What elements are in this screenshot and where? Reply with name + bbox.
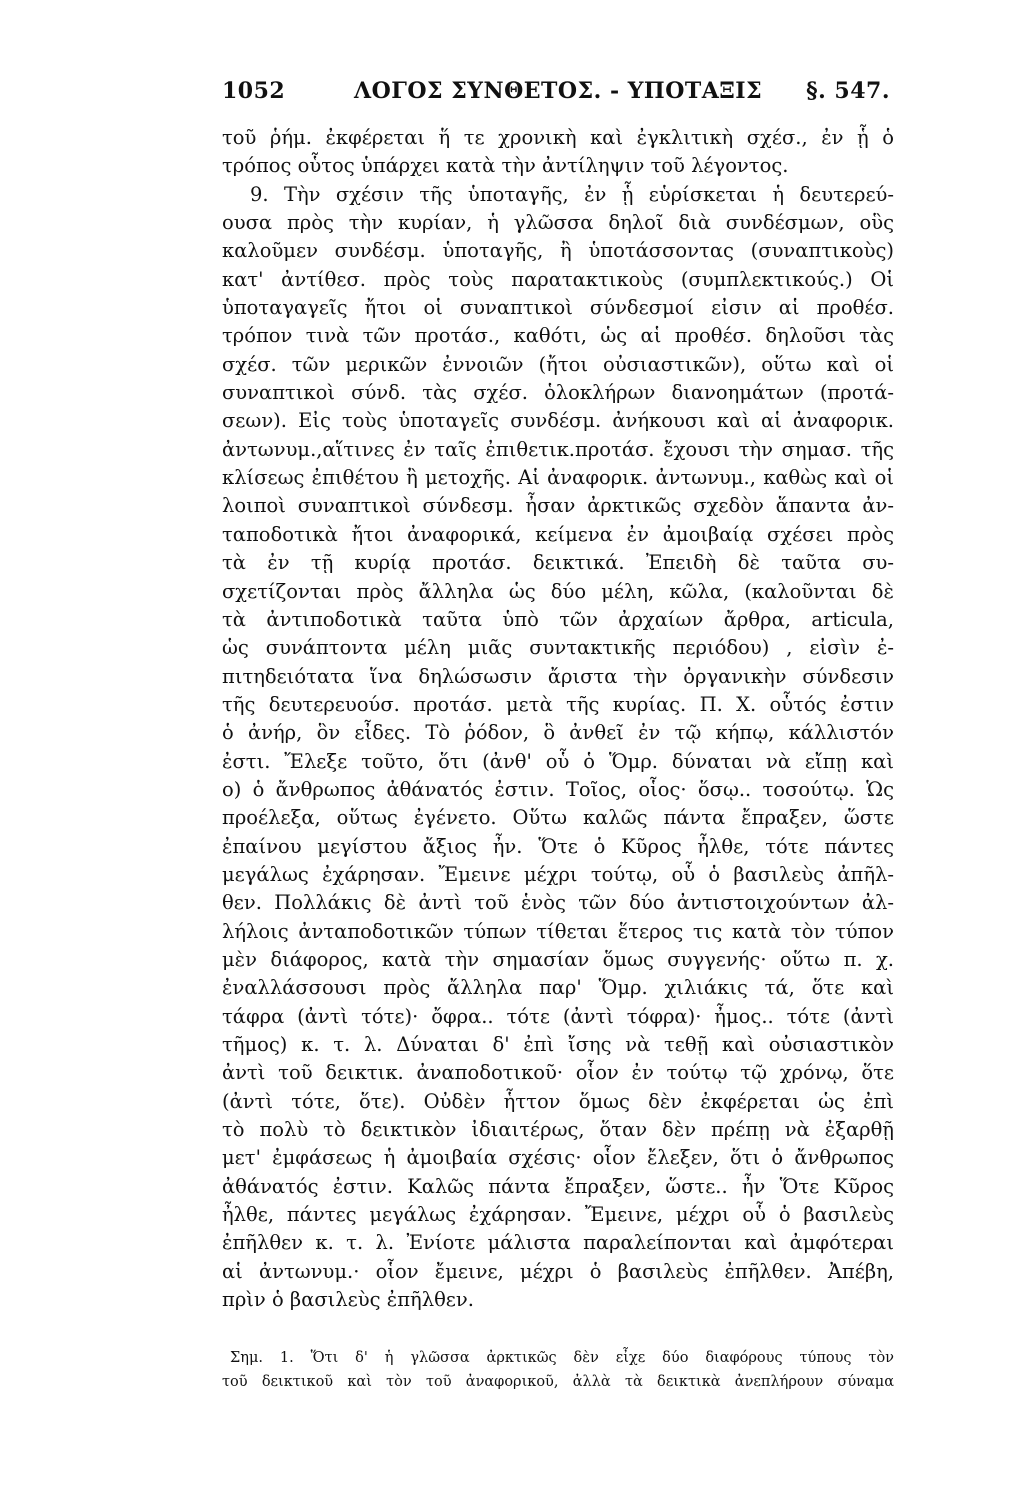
text-line: ἦλθε, πάντες μεγάλως ἐχάρησαν. Ἔμεινε, μέχρι οὗ ὁ βασιλεὺς [222,1203,894,1227]
text-line: τρόπον τινὰ τῶν προτάσ., καθότι, ὡς αἱ προθέσ. δηλοῦσι τὰς [222,324,894,348]
text-line: ουσα πρὸς τὴν κυρίαν, ἡ γλῶσσα δηλοῖ διὰ συνδέσμων, οὓς [222,211,894,235]
page-number: 1052 [222,78,286,104]
text-line: συναπτικοὶ σύνδ. τὰς σχέσ. ὁλοκλήρων διανοημάτων (προτά- [222,381,894,405]
text-line: λοιποὶ συναπτικοὶ σύνδεσμ. ἦσαν ἀρκτικῶς σχεδὸν ἅπαντα ἀν- [222,494,894,518]
text-line: πιτηδειότατα ἵνα δηλώσωσιν ἄριστα τὴν ὀργανικὴν σύνδεσιν [222,664,894,688]
text-line: τὰ ἀντιποδοτικὰ ταῦτα ὑπὸ τῶν ἀρχαίων ἄρθρα, articula, [222,607,894,631]
text-line: ἀντὶ τοῦ δεικτικ. ἀναποδοτικοῦ· οἷον ἐν τούτῳ τῷ χρόνῳ, ὅτε [222,1061,894,1085]
text-line: μεγάλως ἐχάρησαν. Ἔμεινε μέχρι τούτῳ, οὗ ὁ βασιλεὺς ἀπῆλ- [222,862,894,886]
page-header [222,78,894,112]
text-line: τοῦ ῥήμ. ἐκφέρεται ἥ τε χρονικὴ καὶ ἐγκλιτικὴ σχέσ., ἐν ᾗ ὁ [222,126,894,149]
text-line: θεν. Πολλάκις δὲ ἀντὶ τοῦ ἑνὸς τῶν δύο ἀντιστοιχούντων ἀλ- [222,891,894,915]
text-line: λήλοις ἀνταποδοτικῶν τύπων τίθεται ἕτερος τις κατὰ τὸν τύπον [222,919,894,943]
text-line: ὑποταγαγεῖς ἤτοι οἱ συναπτικοὶ σύνδεσμοί εἰσιν αἱ προθέσ. [222,296,894,320]
text-line: ο) ὁ ἄνθρωπος ἀθάνατός ἐστιν. Τοῖος, οἷος· ὅσῳ.. τοσούτῳ. Ὡς [222,777,894,801]
text-line: προέλεξα, οὕτως ἐγένετο. Οὕτω καλῶς πάντα ἔπραξεν, ὥστε [222,806,894,830]
text-line: ἐναλλάσσουσι πρὸς ἄλληλα παρ' Ὅμρ. χιλιάκις τά, ὅτε καὶ [222,976,894,1000]
text-line: μετ' ἐμφάσεως ἡ ἀμοιβαία σχέσις· οἷον ἔλεξεν, ὅτι ὁ ἄνθρωπος [222,1146,894,1170]
body-text [222,124,894,1314]
text-line: τάφρα (ἀντὶ τότε)· ὄφρα.. τότε (ἀντὶ τόφρα)· ἦμος.. τότε (ἀντὶ [222,1004,894,1028]
section-number: §. 547. [806,78,890,104]
text-line: ὡς συνάπτοντα μέλη μιᾶς συντακτικῆς περιόδου) , εἰσὶν ἐ- [222,636,894,660]
text-line: σχέσ. τῶν μερικῶν ἐννοιῶν (ἤτοι οὐσιαστικῶν), οὕτω καὶ οἱ [222,352,894,376]
text-line: ταποδοτικὰ ἤτοι ἀναφορικά, κείμενα ἐν ἀμοιβαίᾳ σχέσει πρὸς [222,522,894,546]
text-line: σεων). Εἰς τοὺς ὑποταγεῖς συνδέσμ. ἀνήκουσι καὶ αἱ ἀναφορικ. [222,409,894,433]
text-line: (ἀντὶ τότε, ὅτε). Οὐδὲν ἧττον ὅμως δὲν ἐκφέρεται ὡς ἐπὶ [222,1089,894,1113]
text-line: κατ' ἀντίθεσ. πρὸς τοὺς παρατακτικοὺς (συμπλεκτικούς.) Οἱ [222,267,894,291]
text-line: ἐστι. Ἔλεξε τοῦτο, ὅτι (ἀνθ' οὗ ὁ Ὅμρ. δύναται νὰ εἴπῃ καὶ [222,749,894,773]
text-line: τρόπος οὗτος ὑπάρχει κατὰ τὴν ἀντίληψιν τοῦ λέγοντος. [222,154,789,178]
text-line: ἐπαίνου μεγίστου ἄξιος ἦν. Ὅτε ὁ Κῦρος ἦλθε, τότε πάντες [222,834,894,858]
text-line: τὰ ἐν τῇ κυρίᾳ προτάσ. δεικτικά. Ἐπειδὴ δὲ ταῦτα συ- [222,551,894,575]
text-line: ἐπῆλθεν κ. τ. λ. Ἐνίοτε μάλιστα παραλείπονται καὶ ἀμφότεραι [222,1231,894,1255]
text-line: ἀθάνατός ἐστιν. Καλῶς πάντα ἔπραξεν, ὥστε.. ἦν Ὅτε Κῦρος [222,1174,894,1198]
text-line: μὲν διάφορος, κατὰ τὴν σημασίαν ὅμως συγγενής· οὕτω π. χ. [222,947,894,971]
footnote [222,1346,894,1394]
footnote-line: τοῦ δεικτικοῦ καὶ τὸν τοῦ ἀναφορικοῦ, ἀλλὰ τὰ δεικτικὰ ἀνεπλήρουν σύναμα [222,1374,894,1390]
text-line: σχετίζονται πρὸς ἄλληλα ὡς δύο μέλη, κῶλα, (καλοῦνται δὲ [222,579,894,603]
text-line: κλίσεως ἐπιθέτου ἢ μετοχῆς. Αἱ ἀναφορικ. ἀντωνυμ., καθὼς καὶ οἱ [222,466,894,490]
text-line: τῆμος) κ. τ. λ. Δύναται δ' ἐπὶ ἴσης νὰ τεθῇ καὶ οὐσιαστικὸν [222,1033,894,1056]
text-line: τὸ πολὺ τὸ δεικτικὸν ἰδιαιτέρως, ὅταν δὲν πρέπῃ νὰ ἐξαρθῇ [222,1118,894,1142]
text-line: ἀντωνυμ.,αἵτινες ἐν ταῖς ἐπιθετικ.προτάσ. ἔχουσι τὴν σημασ. τῆς [222,437,894,461]
text-line: ὁ ἀνήρ, ὃν εἶδες. Τὸ ῥόδον, ὃ ἀνθεῖ ἐν τῷ κήπῳ, κάλλιστόν [222,721,894,745]
text-line: αἱ ἀντωνυμ.· οἷον ἔμεινε, μέχρι ὁ βασιλεὺς ἐπῆλθεν. Ἀπέβη, [222,1259,894,1283]
text-line: 9. Τὴν σχέσιν τῆς ὑποταγῆς, ἐν ᾗ εὑρίσκεται ἡ δευτερεύ- [250,182,894,206]
text-line: τῆς δευτερευούσ. προτάσ. μετὰ τῆς κυρίας. Π. Χ. οὗτός ἐστιν [222,692,894,716]
footnote-line: Σημ. 1. Ὅτι δ' ἡ γλῶσσα ἀρκτικῶς δὲν εἶχε δύο διαφόρους τύπους τὸν [230,1350,894,1366]
text-line: πρὶν ὁ βασιλεὺς ἐπῆλθεν. [222,1288,474,1312]
running-title: ΛΟΓΟΣ ΣΥΝΘΕΤΟΣ. - ΥΠΟΤΑΞΙΣ [354,78,763,104]
text-line: καλοῦμεν συνδέσμ. ὑποταγῆς, ἢ ὑποτάσσοντας (συναπτικοὺς) [222,239,894,263]
